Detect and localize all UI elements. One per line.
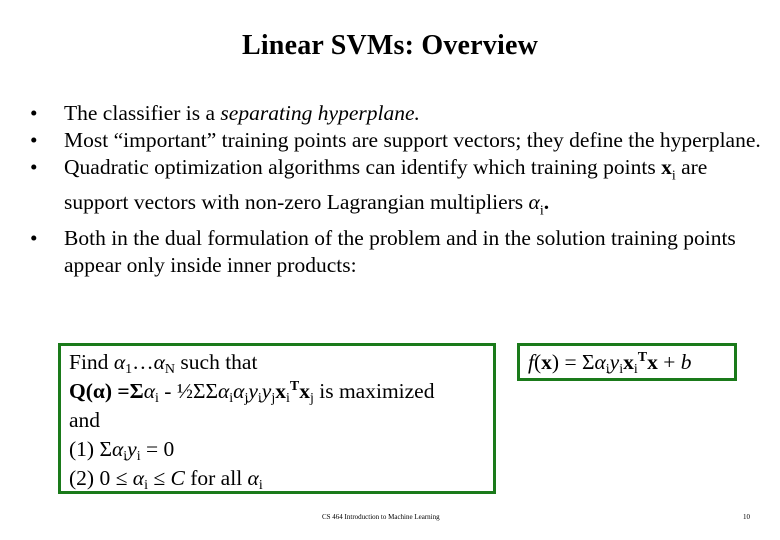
bullet-dot-icon: • (30, 225, 38, 250)
bullet-item (30, 225, 765, 279)
math-subscript: i (671, 168, 676, 184)
decision-function-box: $f(x) = \Sigma\alpha_iy_ix_i^Tx + b$ (517, 343, 737, 381)
bullet-text: . (543, 190, 550, 215)
dual-line-and: and (69, 408, 101, 432)
bullet-item (30, 127, 765, 154)
bullet-dot-icon: • (30, 128, 38, 152)
dual-line-find: Find $\alpha_1\dots\alpha_N$ such that (69, 350, 258, 377)
bullet-item (30, 154, 765, 225)
math-symbol: x (661, 155, 672, 179)
dual-line-constraint-1: (1) $\Sigma\alpha_iy_i = 0$ (69, 437, 175, 464)
dual-line-objective: $Q(\alpha) =\Sigma\alpha_i$ - $\frac{1}{2}\Sigma\Sigma\alpha_i\alpha_jy_iy_jx_i^Tx_j$ is maximized (69, 379, 435, 406)
bullet-list (30, 100, 765, 279)
bullet-dot-icon: • (30, 101, 38, 125)
bullet-text: The classifier is a (64, 101, 221, 125)
bullet-dot-icon: • (30, 155, 38, 179)
bullet-item (30, 100, 765, 127)
math-subscript: i (539, 203, 544, 219)
bullet-text: Quadratic optimization algorithms can identify which training points (64, 155, 662, 179)
dual-formulation-box (58, 343, 496, 494)
bullet-emphasis: separating hyperplane. (220, 101, 420, 125)
bullet-text: Most “important” training points are support vectors; they define the hyperplane. (64, 128, 761, 152)
bullet-text: are support vectors with non-zero Lagrangian multipliers (64, 155, 708, 215)
footer-course-title: CS 464 Introduction to Machine Learning (322, 513, 440, 521)
page-number: 10 (743, 513, 750, 521)
math-symbol: α (528, 190, 540, 215)
bullet-text: Both in the dual formulation of the problem and in the solution training points appear only inside inner products: (64, 225, 736, 277)
slide-title: Linear SVMs: Overview (241, 30, 539, 61)
dual-line-constraint-2: (2) $0 \le \alpha_i \le C$ for all $\alpha_i$ (69, 466, 263, 493)
